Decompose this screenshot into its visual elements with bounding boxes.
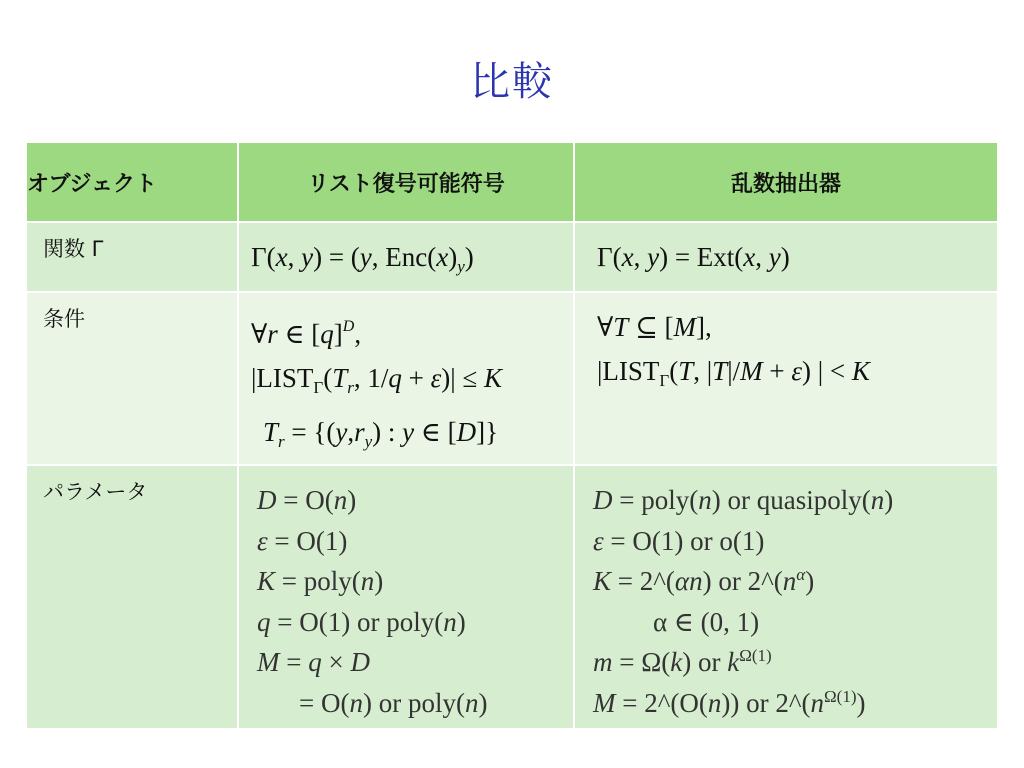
function-label-cell (26, 222, 238, 292)
param-ext-m: m = Ω(k) or $k^{\Omega(1)}$ (593, 646, 772, 678)
condition-ld-cell (238, 292, 574, 465)
condition-row (26, 292, 998, 465)
param-ld-epsilon: ε = O(1) (257, 525, 348, 556)
function-ext-cell (574, 222, 998, 292)
comparison-table (25, 141, 999, 730)
function-label: 関数 Γ (43, 237, 104, 261)
param-ld-M-cont: = O(n) or poly(n) (299, 687, 488, 718)
condition-ld-line-3: $T_r = \{(y,r_y)$ : y ∈ [D]} (263, 417, 499, 451)
param-ld-D: D = O(n) (257, 485, 357, 515)
parameters-label-cell (26, 465, 238, 729)
condition-ext-formula (575, 293, 997, 403)
header-randomness-extractor: 乱数抽出器 (574, 142, 998, 222)
condition-label-cell (26, 292, 238, 465)
param-ld-K: K = poly(n) (257, 566, 384, 597)
condition-ext-line-1: ∀T ⊆ [M], (597, 312, 712, 342)
parameters-row (26, 465, 998, 729)
function-ld-formula: Γ(x, y) = (y, $Enc(x)_y$) (251, 242, 474, 276)
param-ext-alpha: α ∈ (0, 1) (653, 606, 760, 637)
header-object: オブジェクト (26, 142, 238, 222)
param-ext-epsilon: ε = O(1) or o(1) (593, 525, 765, 556)
function-ext-formula: Γ(x, y) = Ext(x, y) (597, 242, 790, 272)
condition-ld-line-2: $|LIST_\Gamma(T_r$, 1/q + ε)| ≤ K (251, 363, 503, 397)
condition-ld-formula (239, 293, 573, 464)
condition-ext-line-2: $|LIST_\Gamma(T$, |T|/M + ε) | < K (597, 356, 870, 390)
parameters-ext-list (575, 466, 997, 724)
param-ld-M: M = q × D (257, 647, 370, 678)
header-list-decodable-code: リスト復号可能符号 (238, 142, 574, 222)
parameters-ext-cell (574, 465, 998, 729)
slide-title: 比較 (470, 59, 554, 105)
parameters-label: パラメータ (43, 480, 148, 504)
condition-label: 条件 (43, 307, 85, 331)
parameters-ld-cell (238, 465, 574, 729)
parameters-ld-list (239, 466, 573, 724)
condition-ext-cell (574, 292, 998, 465)
param-ext-K: K = 2^(αn) or $2\^{}(n^\alpha)$ (593, 565, 815, 597)
param-ld-q: q = O(1) or poly(n) (257, 606, 466, 637)
function-row (26, 222, 998, 292)
header-row (26, 142, 998, 222)
param-ext-D: D = poly(n) or quasipoly(n) (593, 485, 894, 515)
condition-ld-line-1: ∀r ∈ $[q]^D$, (251, 318, 362, 349)
param-ext-M: M = 2^(O(n)) or $2\^{}(n^{\Omega(1)})$ (593, 686, 866, 718)
function-ld-cell (238, 222, 574, 292)
